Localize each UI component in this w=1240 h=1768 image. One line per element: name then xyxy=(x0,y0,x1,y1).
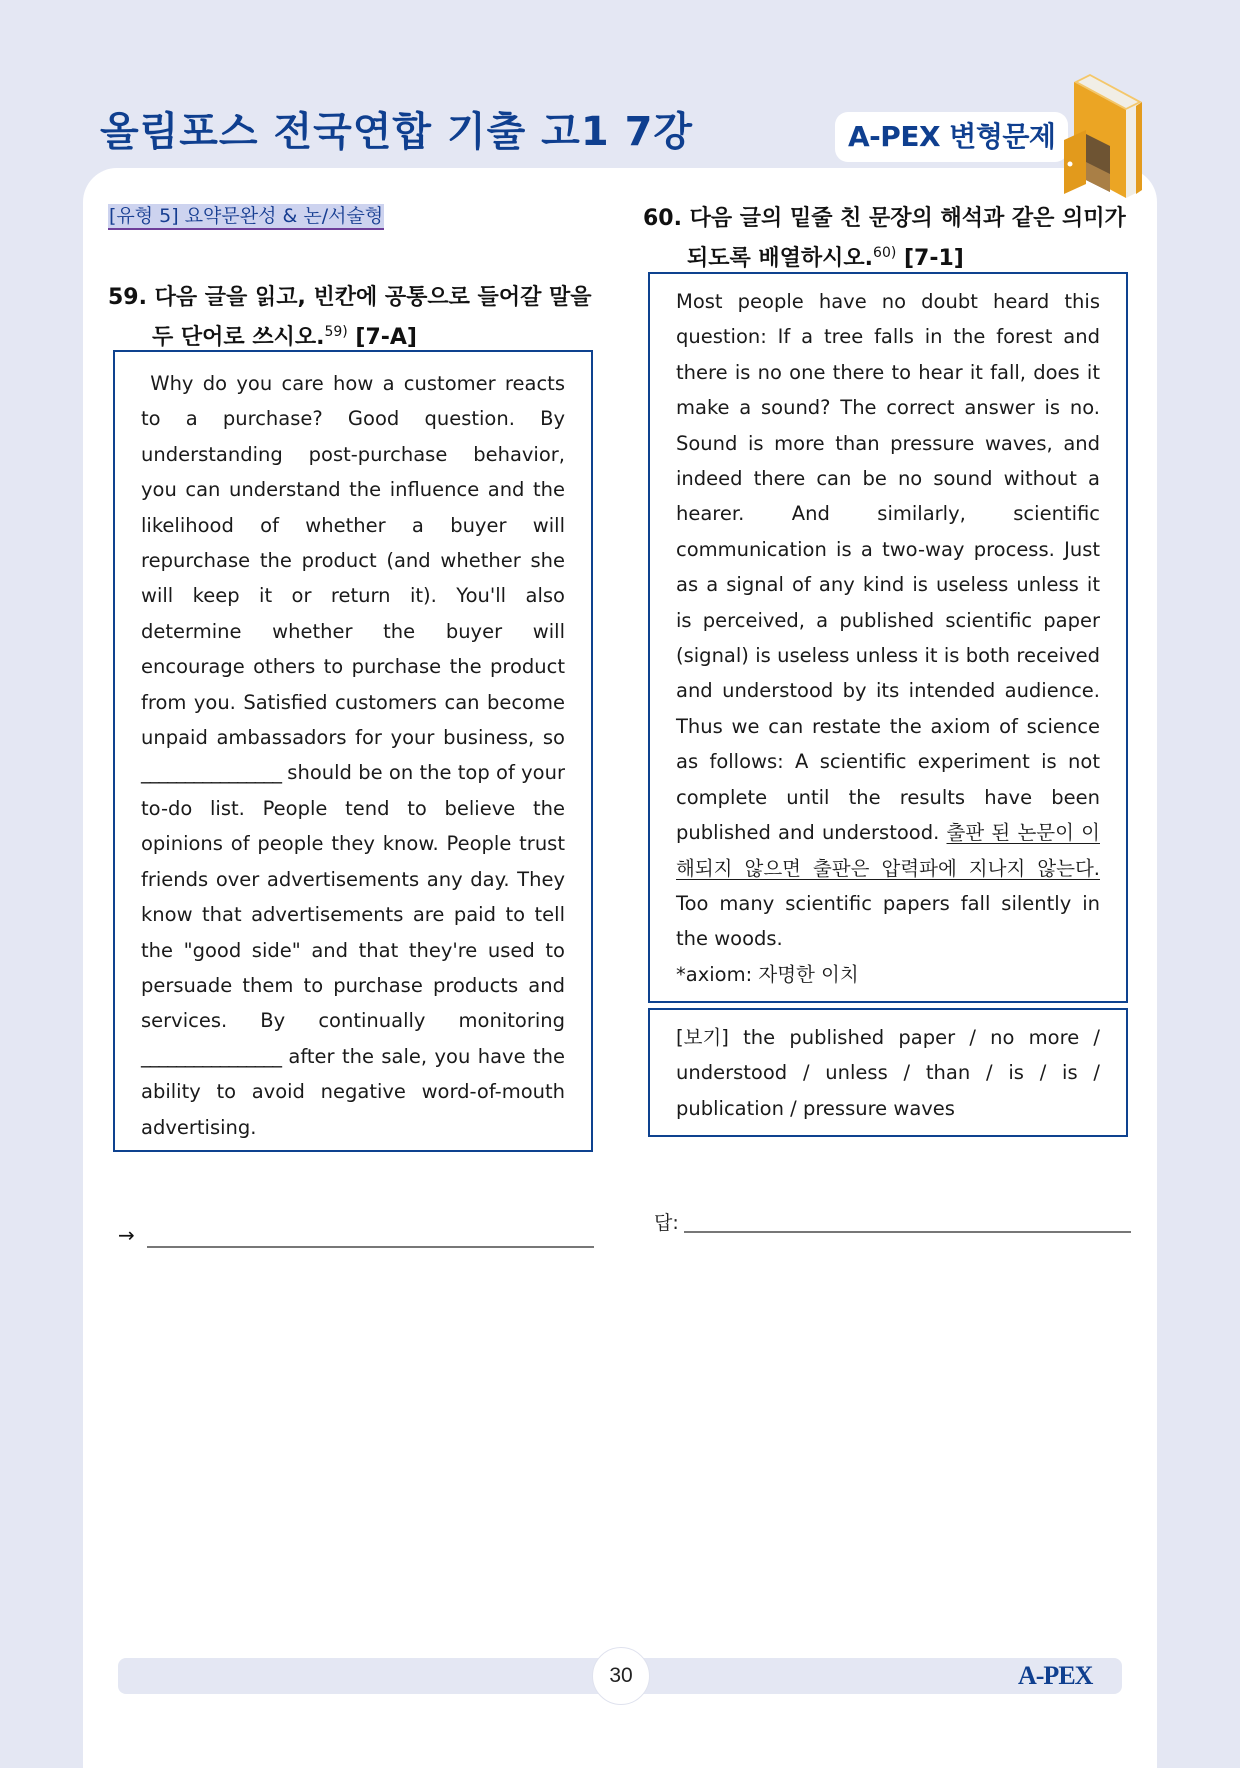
passage-60-box xyxy=(648,272,1128,1003)
book-door-icon xyxy=(1060,74,1150,204)
section-tag: [유형 5] 요약문완성 & 논/서술형 xyxy=(108,204,384,230)
underlined-sentence: 출판 된 논문이 이해되지 않으면 출판은 압력파에 지나지 않는다. xyxy=(676,821,1100,880)
answer-59-field[interactable] xyxy=(147,1246,594,1248)
question-59-code: [7-A] xyxy=(355,325,417,350)
question-60-line2-text: 되도록 배열하시오. xyxy=(687,246,874,271)
blank-2: ________________ xyxy=(141,1044,281,1068)
question-59-line2-text: 두 단어로 쓰시오. xyxy=(152,325,325,350)
answer-60-field[interactable] xyxy=(684,1231,1131,1233)
answer-60-label: 답: xyxy=(654,1212,679,1234)
passage-59-box xyxy=(113,350,593,1152)
question-60-line1: 60. 다음 글의 밑줄 친 문장의 해석과 같은 의미가 xyxy=(643,206,1126,231)
passage-60 xyxy=(676,284,1100,992)
question-60-line2 xyxy=(643,236,1133,276)
vocab-note: *axiom: 자명한 이치 xyxy=(676,962,859,986)
question-59-line1: 59. 다음 글을 읽고, 빈칸에 공통으로 들어갈 말을 xyxy=(108,285,592,310)
footer-brand-logo: A-PEX xyxy=(1018,1661,1093,1690)
question-60-prompt xyxy=(643,201,1133,276)
page-number: 30 xyxy=(592,1647,650,1705)
passage-59 xyxy=(141,366,572,1145)
passage-59-part3: after the sale, you have the ability to avoid negative word-of-mouth advertising. xyxy=(141,1044,565,1139)
blank-1: ________________ xyxy=(141,761,281,785)
word-bank: [보기] the published paper / no more / understood / unless / than / is / is / publication / pressure waves xyxy=(676,1026,1100,1120)
passage-60-end: Too many scientific papers fall silently in the woods. xyxy=(676,891,1100,951)
brand-badge: A-PEX 변형문제 xyxy=(838,115,1065,159)
arrow-icon: → xyxy=(118,1223,135,1247)
footnote-59: 59) xyxy=(324,324,348,340)
word-bank-box xyxy=(648,1008,1128,1137)
question-59-line2 xyxy=(108,315,608,355)
footnote-60: 60) xyxy=(873,245,897,261)
page-title: 올림포스 전국연합 기출 고1 7강 xyxy=(100,109,694,155)
question-59-prompt xyxy=(108,280,608,355)
question-60-code: [7-1] xyxy=(904,246,964,271)
passage-59-part1: Why do you care how a customer reacts to a purchase? Good question. By understanding post-purchase behavior, you can understand the influence and the likelihood of whether a buyer will repurchase the product (and whether she will keep it or return it). You'll also determine whether the buyer will encourage others to purchase the product from you. Satisfied customers can become unpaid ambassadors for your business, so xyxy=(141,372,572,750)
passage-59-part2: should be on the top of your to-do list. People tend to believe the opinions of people they know. People trust friends over advertisements any day. They know that advertisements are paid to tell the "good side" and that they're used to persuade them to purchase products and services. By continually monitoring xyxy=(141,761,565,1033)
passage-60-main: Most people have no doubt heard this question: If a tree falls in the forest and there is no one there to hear it fall, does it make a sound? The correct answer is no. Sound is more than pressure waves, and indeed there can be no sound without a hearer. And similarly, scientific communication is a two-way process. Just as a signal of any kind is useless unless it is perceived, a published scientific paper (signal) is useless unless it is both received and understood by its intended audience. Thus we can restate the axiom of science as follows: A scientific experiment is not complete until the results have been published and understood. xyxy=(676,290,1100,845)
